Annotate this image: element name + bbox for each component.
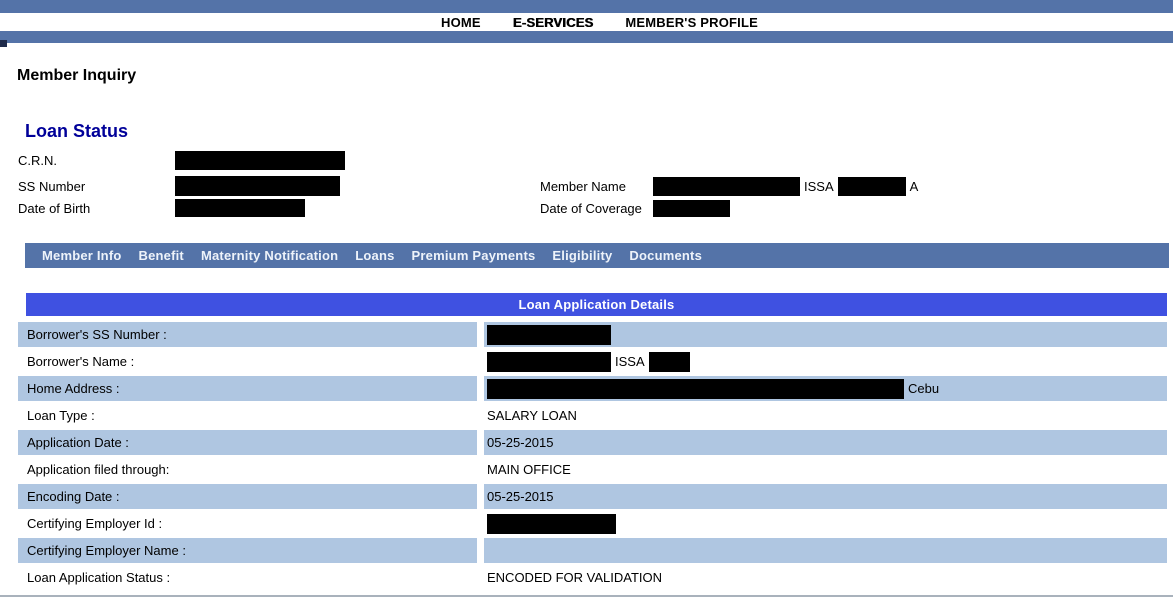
cell-gap	[477, 430, 484, 455]
redaction-box	[487, 352, 611, 372]
cell-gap	[477, 538, 484, 563]
row-label: Home Address :	[18, 376, 477, 401]
row-value	[484, 457, 1167, 482]
row-value	[484, 322, 1167, 347]
value-text: Cebu	[908, 381, 940, 396]
row-value	[484, 403, 1167, 428]
summary-field-c-r-n	[18, 150, 345, 170]
row-value	[484, 511, 1167, 536]
top-accent-bar	[0, 0, 1173, 13]
row-value	[484, 538, 1167, 563]
table-row-application-filed-through	[18, 457, 1167, 482]
row-label: Certifying Employer Name :	[18, 538, 477, 563]
cell-gap	[477, 511, 484, 536]
cell-gap	[477, 349, 484, 374]
row-value	[484, 430, 1167, 455]
field-label: Member Name	[540, 178, 626, 194]
corner-notch	[0, 40, 7, 47]
table-row-certifying-employer-name	[18, 538, 1167, 563]
cell-gap	[477, 484, 484, 509]
value-text: 05-25-2015	[487, 489, 554, 504]
main-navigation	[0, 13, 1173, 31]
redaction-box	[653, 200, 730, 217]
summary-field-ss-number	[18, 176, 340, 196]
value-text: ENCODED FOR VALIDATION	[487, 570, 663, 585]
tab-documents[interactable]: Documents	[629, 248, 702, 263]
table-row-application-date	[18, 430, 1167, 455]
loan-application-details-table	[18, 293, 1167, 592]
redaction-box	[838, 177, 906, 196]
row-value	[484, 376, 1167, 401]
member-tab-bar	[25, 243, 1169, 268]
cell-gap	[477, 403, 484, 428]
field-label: Date of Coverage	[540, 200, 642, 216]
redaction-box	[649, 352, 690, 372]
tab-premium-payments[interactable]: Premium Payments	[411, 248, 536, 263]
value-text: SALARY LOAN	[487, 408, 577, 423]
value-text: A	[909, 178, 919, 194]
table-row-home-address	[18, 376, 1167, 401]
redaction-box	[653, 177, 800, 196]
nav-link-home[interactable]: HOME	[440, 14, 481, 30]
row-label: Encoding Date :	[18, 484, 477, 509]
summary-field-date-of-birth	[18, 198, 305, 218]
table-row-borrower-s-name	[18, 349, 1167, 374]
summary-field-member-name	[540, 176, 918, 196]
tab-member-info[interactable]: Member Info	[42, 248, 122, 263]
row-label: Loan Application Status :	[27, 570, 171, 585]
page-title: Member Inquiry	[17, 66, 137, 84]
value-text: ISSA	[804, 178, 834, 194]
tab-loans[interactable]: Loans	[355, 248, 395, 263]
table-row-loan-application-status	[18, 565, 1167, 590]
field-label: Date of Birth	[18, 200, 91, 216]
tab-maternity-notification[interactable]: Maternity Notification	[200, 248, 339, 263]
table-row-loan-type	[18, 403, 1167, 428]
row-label: Application filed through:	[27, 462, 170, 477]
tab-benefit[interactable]: Benefit	[138, 248, 184, 263]
cell-gap	[477, 376, 484, 401]
cell-gap	[477, 565, 484, 590]
row-label: Loan Type :	[27, 408, 95, 423]
row-label: Certifying Employer Id :	[27, 516, 163, 531]
table-header: Loan Application Details	[26, 293, 1167, 316]
row-value	[484, 484, 1167, 509]
tab-eligibility[interactable]: Eligibility	[552, 248, 613, 263]
redaction-box	[175, 176, 340, 196]
redaction-box	[487, 514, 616, 534]
field-label: SS Number	[18, 178, 86, 194]
redaction-box	[487, 379, 904, 399]
value-text: ISSA	[615, 354, 645, 369]
table-row-borrower-s-ss-number	[18, 322, 1167, 347]
cell-gap	[477, 322, 484, 347]
table-rows	[18, 322, 1167, 590]
section-title: Loan Status	[25, 120, 129, 141]
row-value	[484, 349, 1167, 374]
field-label: C.R.N.	[18, 152, 57, 168]
cell-gap	[477, 457, 484, 482]
table-row-encoding-date	[18, 484, 1167, 509]
value-text: MAIN OFFICE	[487, 462, 571, 477]
value-text: 05-25-2015	[487, 435, 554, 450]
table-row-certifying-employer-id	[18, 511, 1167, 536]
nav-link-e-services[interactable]: E-SERVICES	[512, 14, 594, 30]
summary-field-date-of-coverage	[540, 198, 730, 218]
row-label: Application Date :	[18, 430, 477, 455]
bottom-divider	[0, 595, 1173, 597]
row-value	[484, 565, 1167, 590]
secondary-accent-bar	[0, 31, 1173, 43]
row-label: Borrower's Name :	[27, 354, 135, 369]
nav-link-member-s-profile[interactable]: MEMBER'S PROFILE	[625, 14, 758, 30]
redaction-box	[175, 151, 345, 170]
redaction-box	[175, 199, 305, 217]
row-label: Borrower's SS Number :	[18, 322, 477, 347]
redaction-box	[487, 325, 611, 345]
